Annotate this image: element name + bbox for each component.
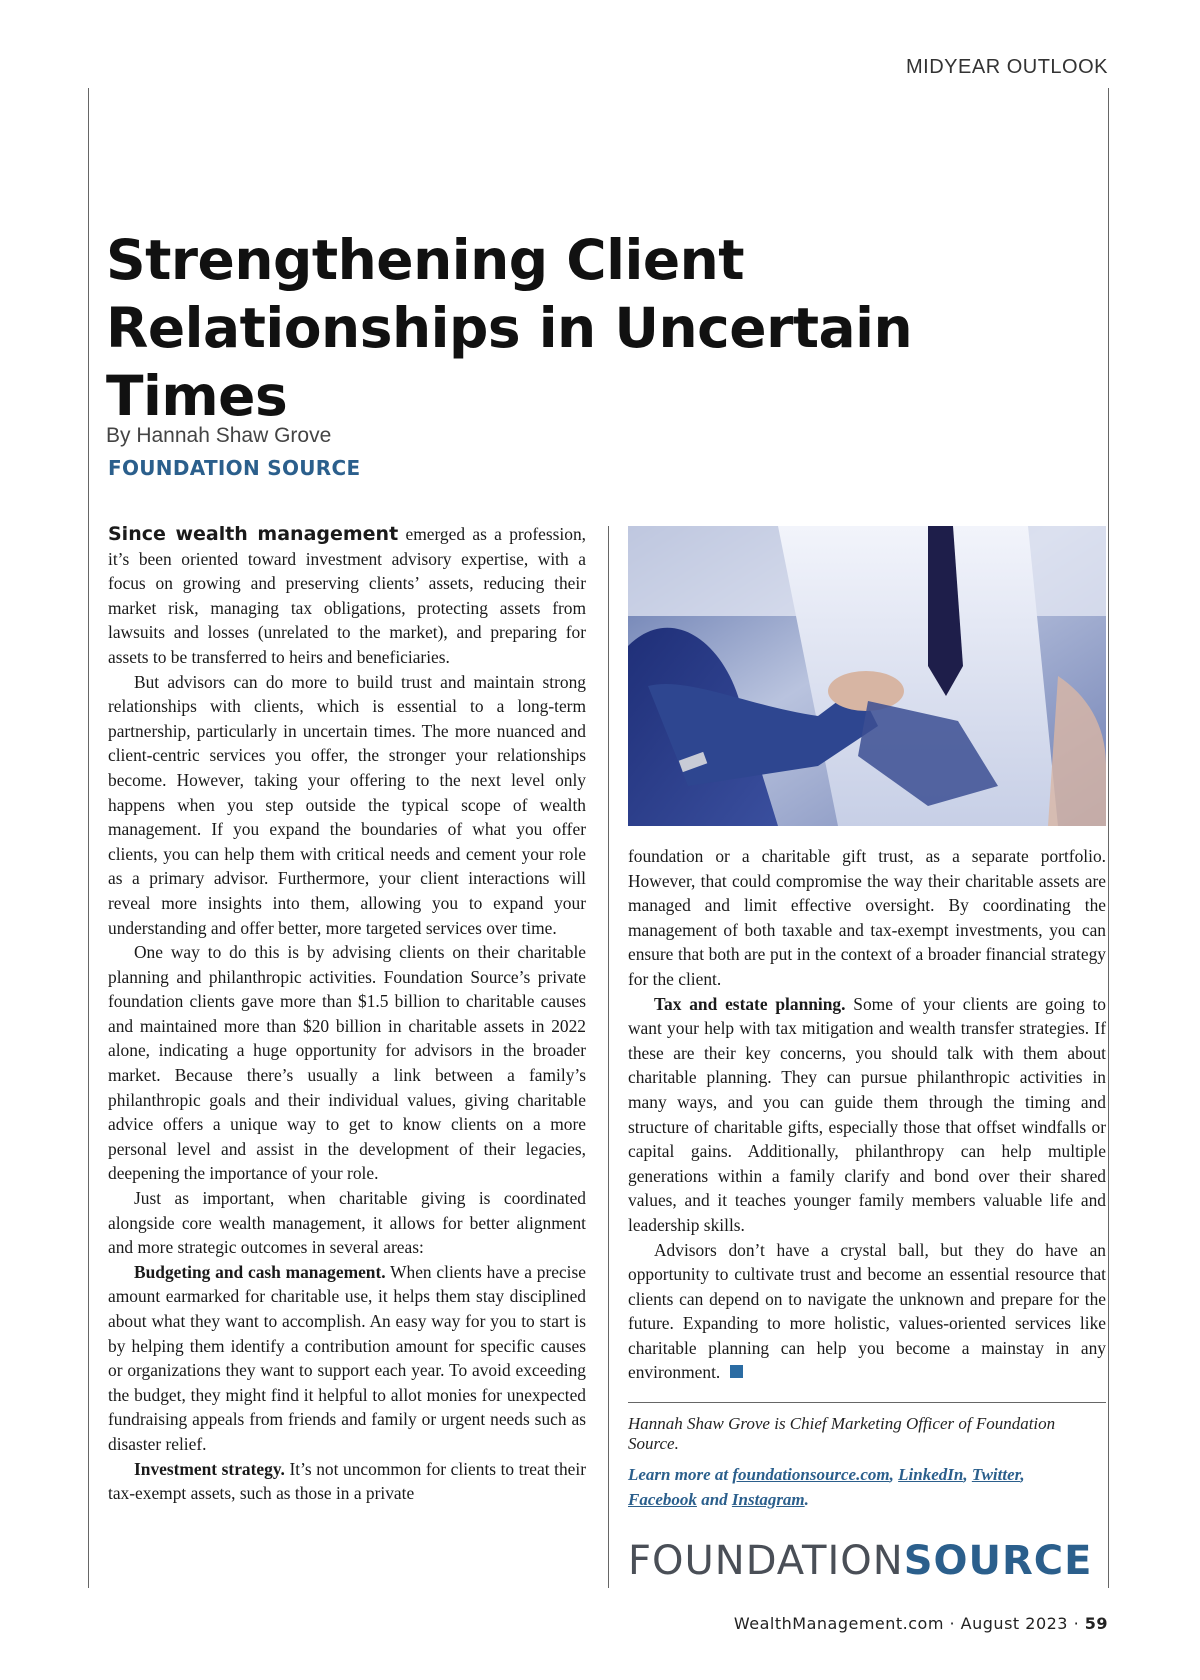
intro-lead: Since wealth management — [108, 523, 399, 545]
separator: . — [804, 1490, 809, 1509]
paragraph-3: One way to do this is by advising clients on their charitable planning and philanthropic activities. Foundation Source’s private foundation clients gave more than $1.5 billion to charitable causes and maintained more than $20 billion in charitable assets in 2022 alone, indicating a huge opportunity for advisors in the broader market. Because there’s usually a link between a family’s philanthropic goals and their individual values, giving charitable advice offers a unique way to get to know clients on a more personal level and assist in the development of their legacies, deepening the importance of your role. — [108, 942, 586, 1184]
link-foundationsource[interactable]: foundationsource.com — [732, 1465, 890, 1484]
budget-text: When clients have a precise amount earmarked for charitable use, it helps them stay disciplined about what they want to accomplish. An easy way for you to start is by helping them identify a contribution amount for specific causes or organizations they want to support each year. To avoid exceeding the budget, they might find it helpful to allot monies for unexpected fundraising appeals from friends and family or urgent needs such as disaster relief. — [108, 1261, 587, 1454]
tax-heading: Tax and estate planning. — [654, 993, 846, 1014]
handshake-photo — [628, 526, 1106, 826]
paragraph-4: Just as important, when charitable giving is coordinated alongside core wealth management, it allows for better alignment and more strategic outcomes in several areas: — [108, 1188, 586, 1258]
investment-text-right: foundation or a charitable gift trust, as a separate portfolio. However, that could compromise the way their charitable assets are managed and limit effective oversight. By coordinating the management of both taxable and tax-exempt investments, you can ensure that both are put in the context of a broader financial strategy for the client. — [628, 846, 1106, 989]
intro-text: emerged as a profession, it’s been oriented toward investment advisory expertise, with a focus on growing and preserving clients’ assets, reducing their market risk, managing tax obligations, protecting assets from lawsuits and losses (unrelated to the market), and preparing for assets to be transferred to heirs and beneficiaries. — [108, 524, 586, 667]
link-linkedin[interactable]: LinkedIn — [898, 1465, 964, 1484]
end-of-article-icon — [730, 1365, 743, 1378]
budget-paragraph — [108, 1260, 586, 1457]
paragraph-2: But advisors can do more to build trust and maintain strong relationships with clients, which is essential to a long-term partnership, particularly in uncertain times. The more nuanced and client-centric services you offer, the stronger your relationships become. However, taking your offering to the next level only happens when you step outside the typical scope of wealth management. If you expand the boundaries of what you offer clients, you can help them with critical needs and cement your role as a primary advisor. Furthermore, your client interactions will reveal more insights into them, allowing you to expand your understanding and offer better, more targeted services over time. — [108, 671, 586, 938]
logo-part-1: FOUNDATION — [628, 1538, 904, 1584]
page-footer — [734, 1614, 1108, 1633]
separator: and — [696, 1490, 732, 1509]
link-facebook[interactable]: Facebook — [628, 1490, 697, 1509]
budget-heading: Budgeting and cash management. — [134, 1261, 386, 1282]
author-bio: Hannah Shaw Grove is Chief Marketing Officer of Foundation Source. — [628, 1414, 1056, 1453]
handshake-photo-icon — [628, 526, 1106, 826]
foundation-source-logo — [628, 1538, 1106, 1584]
investment-text-left: It’s not uncommon for clients to treat their tax-exempt assets, such as those in a private — [108, 1458, 586, 1504]
learn-more-prefix: Learn more at — [628, 1465, 733, 1484]
learn-more — [628, 1462, 1106, 1512]
investment-heading: Investment strategy. — [134, 1458, 285, 1479]
left-margin-rule — [88, 88, 89, 1588]
organization-name: FOUNDATION SOURCE — [108, 456, 361, 480]
left-column — [108, 522, 586, 1506]
separator: , — [963, 1465, 972, 1484]
right-column — [628, 844, 1106, 1385]
byline: By Hannah Shaw Grove — [106, 424, 332, 447]
tax-paragraph — [628, 992, 1106, 1238]
closing-text: Advisors don’t have a crystal ball, but they do have an opportunity to cultivate trust and become an essential resource that clients can depend on to navigate the unknown and prepare for the future. Expanding to more holistic, values-oriented services like charitable planning can help you become a mainstay in any environment. — [628, 1239, 1106, 1383]
link-twitter[interactable]: Twitter — [971, 1465, 1021, 1484]
link-instagram[interactable]: Instagram — [731, 1490, 805, 1509]
footer-site: WealthManagement.com · August 2023 · — [733, 1614, 1085, 1633]
separator: , — [1020, 1465, 1025, 1484]
article-title: Strengthening Client Relationships in Uncertain Times — [106, 228, 913, 428]
page-number: 59 — [1084, 1614, 1108, 1633]
section-label: MIDYEAR OUTLOOK — [906, 56, 1108, 78]
logo-part-2: SOURCE — [903, 1538, 1093, 1584]
right-margin-rule — [1108, 88, 1109, 1588]
investment-paragraph — [108, 1457, 586, 1506]
bio-divider — [628, 1402, 1106, 1403]
column-divider — [608, 526, 609, 1588]
tax-text: Some of your clients are going to want your help with tax mitigation and wealth transfer strategies. If these are their key concerns, you should talk with them about charitable planning. They can pursue philanthropic activities in many ways, and you can guide them through the timing and structure of charitable gifts, especially those that offset windfalls or capital gains. Additionally, philanthropy can help multiple generations within a family clarify and bond over their shared values, and it teaches younger family members valuable life and leadership skills. — [628, 993, 1106, 1235]
closing-paragraph — [628, 1238, 1106, 1386]
separator: , — [889, 1465, 899, 1484]
intro-paragraph — [108, 522, 586, 670]
